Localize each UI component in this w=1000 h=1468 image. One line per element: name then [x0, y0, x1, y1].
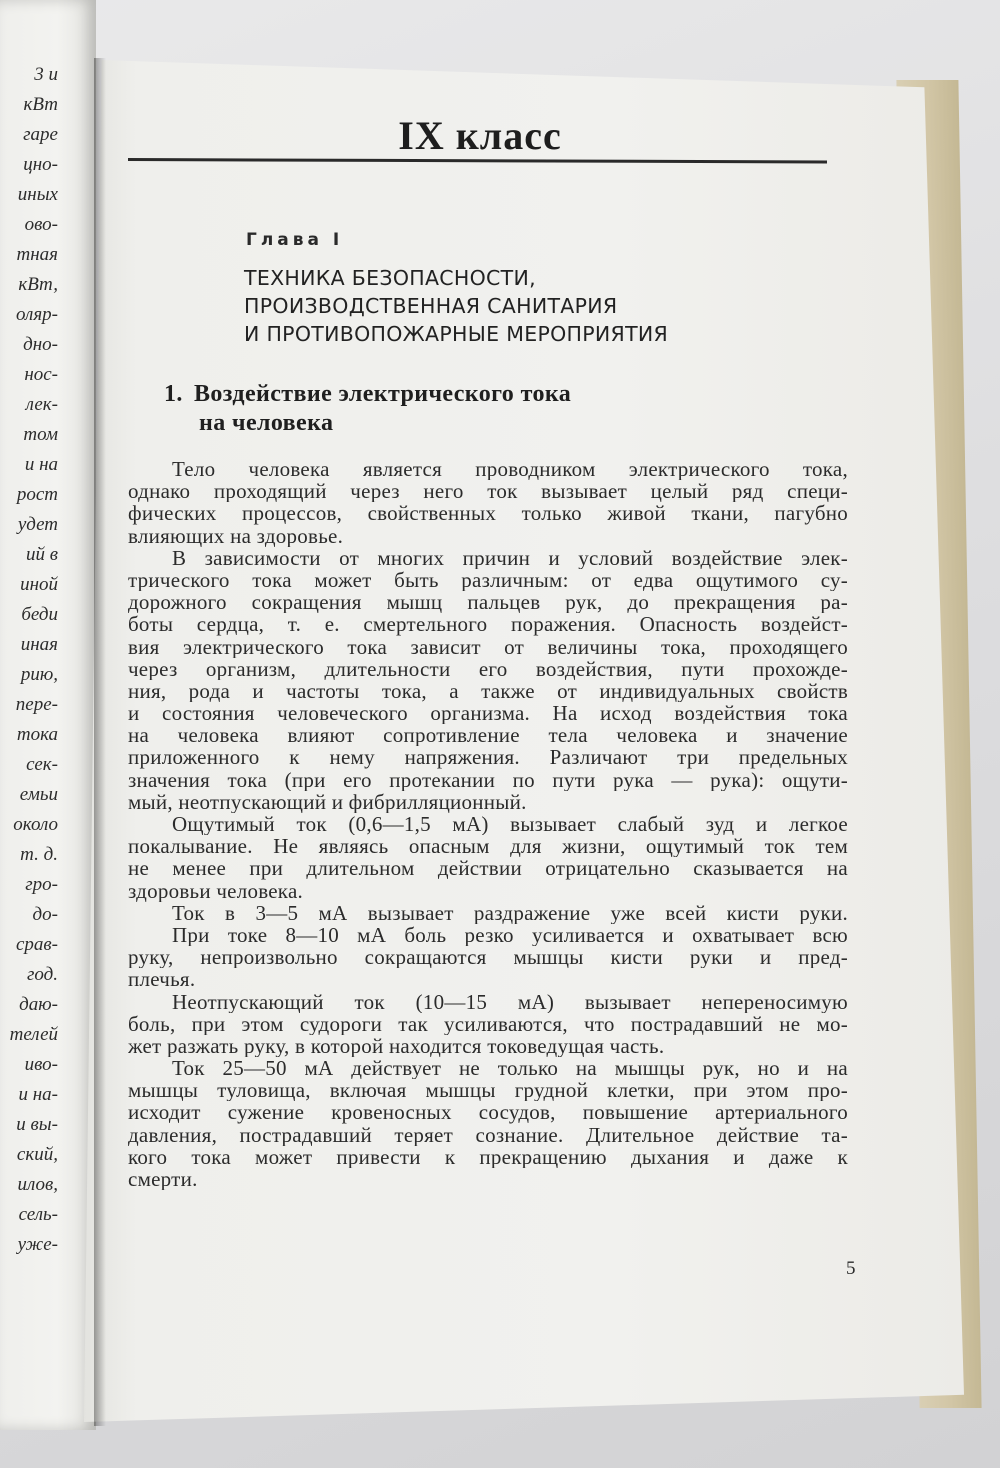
left-fragment: сек- — [26, 754, 58, 775]
left-fragment: ий в — [26, 544, 58, 565]
body-line: трического тока может быть различным: от едва ощутимого су- — [128, 568, 848, 592]
left-page — [0, 0, 96, 1430]
class-title: IX класс — [398, 113, 562, 158]
left-fragment: сель- — [18, 1204, 58, 1225]
left-fragment: и на — [24, 454, 58, 475]
left-fragment: тока — [16, 724, 58, 745]
body-line: В зависимости от многих причин и условий воздействие элек- — [172, 546, 848, 569]
left-fragment: т. д. — [20, 844, 58, 865]
body-line: мый, неотпускающий и фибрилляционный. — [128, 790, 527, 813]
left-fragment: кВт — [23, 94, 58, 115]
chapter-title — [244, 264, 704, 348]
section-number: 1. — [164, 381, 183, 407]
body-text — [128, 458, 848, 1190]
body-line: кого тока может привести к прекращению дыхания и даже к — [128, 1145, 848, 1168]
left-fragment: удет — [17, 514, 58, 535]
left-fragment: рост — [16, 484, 58, 505]
left-fragment: тная — [16, 244, 58, 265]
body-line: жет разжать руку, в которой находится токоведущая часть. — [128, 1034, 665, 1058]
left-fragment: ово- — [24, 214, 58, 235]
left-fragment: около — [13, 814, 58, 835]
left-fragment: дo- — [32, 904, 58, 925]
left-fragment: иная — [20, 634, 58, 655]
body-line: Неотпускающий ток (10—15 мА) вызывает непереносимую — [172, 990, 848, 1013]
left-fragment: ский, — [16, 1144, 58, 1165]
left-fragment: срав- — [15, 934, 58, 955]
left-fragment: лек- — [25, 394, 58, 415]
left-fragment: беди — [21, 604, 58, 625]
left-fragment: и вы- — [16, 1114, 58, 1135]
chapter-label: Глава I — [246, 230, 344, 250]
left-fragment: дaю- — [19, 994, 58, 1015]
left-fragment: 3 и — [34, 64, 58, 85]
body-line: дорожного сокращения мышц пальцев рук, до прекращения ра- — [128, 591, 848, 614]
body-line: Тело человека является проводником электрического тока, — [172, 458, 848, 481]
body-line: через организм, длительности его воздействия, пути прохожде- — [128, 657, 848, 680]
left-fragment: кВт, — [18, 274, 58, 295]
body-line: на человека влияют сопротивление тела человека и значение — [128, 724, 848, 747]
body-line: не менее при длительном действии отрицательно сказывается на — [128, 857, 848, 880]
left-page-text-fragments — [0, 60, 58, 1260]
body-line: влияющих на здоровье. — [128, 524, 344, 547]
body-line: покалывание. Не являясь опасным для жизни, ощутимый ток тем — [128, 835, 848, 858]
body-line: ния, рода и частоты тока, а также от индивидуальных свойств — [128, 679, 848, 703]
body-line: приложенного к нему напряжения. Различают три предельных — [128, 746, 848, 769]
section-title-line: Воздействие электрического тока — [194, 381, 572, 407]
left-fragment: том — [23, 424, 58, 445]
body-line: исходит сужение кровеносных сосудов, повышение артериального — [128, 1101, 848, 1124]
left-fragment: год. — [26, 964, 58, 985]
left-fragment: рию, — [20, 664, 58, 685]
body-line: руку, непроизвольно сокращаются мышцы кисти руки и пред- — [128, 946, 848, 969]
left-fragment: нос- — [24, 364, 58, 385]
body-line: боты сердца, т. е. смертельного поражения. Опасность воздейст- — [128, 613, 848, 636]
chapter-title-line: И ПРОТИВОПОЖАРНЫЕ МЕРОПРИЯТИЯ — [244, 322, 669, 346]
body-line: здоровьи человека. — [128, 879, 304, 902]
left-fragment: телей — [9, 1024, 58, 1045]
body-line: мышцы туловища, включая мышцы грудной клетки, при этом про- — [128, 1079, 848, 1102]
body-line: и состояния человеческого организма. На исход воздействия тока — [128, 702, 848, 725]
body-line: Ток в 3—5 мА вызывает раздражение уже всей кисти руки. — [172, 901, 848, 924]
left-fragment: иво- — [24, 1054, 58, 1075]
left-fragment: дно- — [23, 334, 58, 355]
body-line: значения тока (при его протекании по пути рука — рука): ощути- — [128, 768, 848, 791]
body-line: При токе 8—10 мА боль резко усиливается и охватывает всю — [172, 923, 848, 947]
body-line: Ток 25—50 мА действует не только на мышцы рук, но и на — [172, 1057, 848, 1080]
left-fragment: иных — [17, 184, 58, 205]
spine-shadow — [94, 58, 106, 1426]
body-line: однако проходящий через него ток вызывает целый ряд специ- — [128, 480, 848, 503]
left-fragment: пере- — [15, 694, 58, 715]
left-fragment: гро- — [25, 874, 58, 895]
left-fragment: ужe- — [17, 1234, 58, 1255]
left-fragment: емьи — [19, 784, 58, 805]
page-number: 5 — [846, 1258, 856, 1279]
body-line: Ощутимый ток (0,6—1,5 мА) вызывает слабый зуд и легкое — [172, 813, 848, 836]
body-line: вия электрического тока зависит от величины тока, проходящего — [128, 635, 848, 658]
body-line: плечья. — [128, 968, 196, 991]
left-fragment: и на- — [18, 1084, 58, 1105]
chapter-title-line: ТЕХНИКА БЕЗОПАСНОСТИ, — [244, 266, 536, 290]
body-line: фических процессов, свойственных только живой ткани, пагубно — [128, 502, 848, 525]
section-title-line: на человека — [199, 410, 334, 436]
left-fragment: илов, — [17, 1174, 58, 1195]
body-line: смерти. — [128, 1168, 198, 1191]
left-fragment: иной — [20, 574, 58, 595]
body-line: боль, при этом судороги так усиливаются, что пострадавший не мо- — [128, 1012, 848, 1035]
section-title — [164, 380, 684, 438]
body-line: давления, пострадавший теряет сознание. Длительное действие та- — [128, 1123, 848, 1146]
chapter-title-line: ПРОИЗВОДСТВЕННАЯ САНИТАРИЯ — [244, 294, 618, 318]
left-fragment: гаре — [23, 124, 58, 145]
left-fragment: цно- — [23, 154, 58, 175]
left-fragment: оляр- — [16, 304, 58, 325]
